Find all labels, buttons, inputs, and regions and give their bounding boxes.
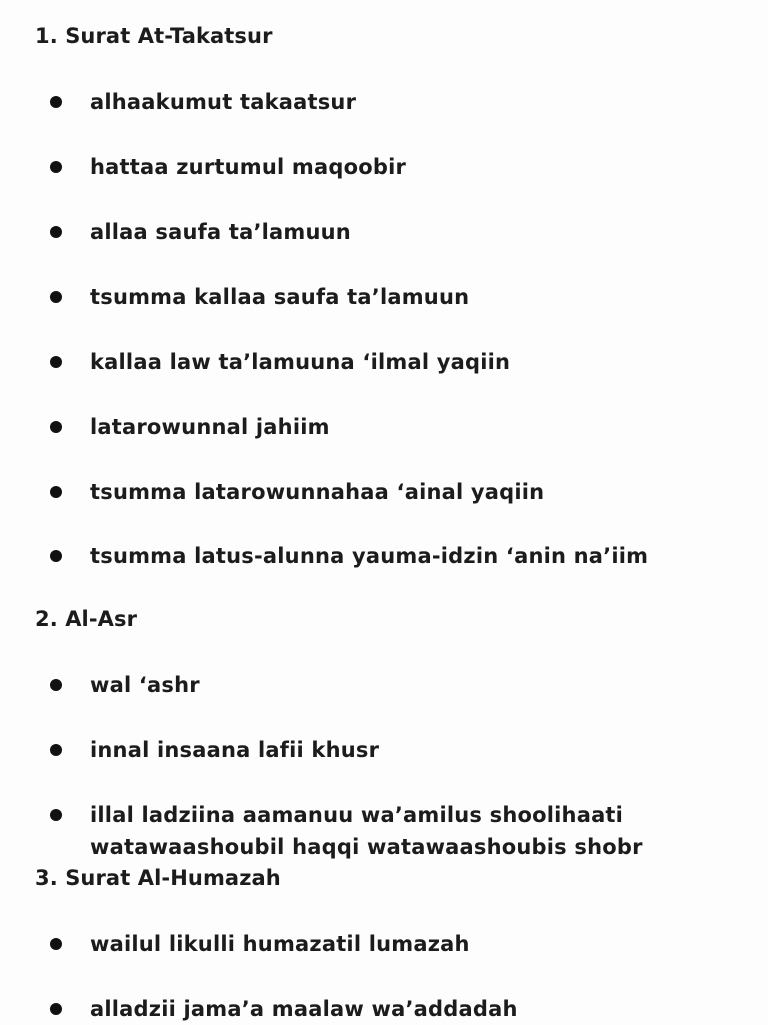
- bullet-icon: [50, 1003, 62, 1015]
- list-item-text: hattaa zurtumul maqoobir: [90, 155, 407, 179]
- list-item-text: latarowunnal jahiim: [90, 415, 330, 439]
- bullet-icon: [50, 744, 62, 756]
- list-item-text: alhaakumut takaatsur: [90, 90, 357, 114]
- bullet-icon: [50, 161, 62, 173]
- section-heading-al-asr: 2. Al-Asr: [35, 607, 138, 631]
- section-heading-takatsur: 1. Surat At-Takatsur: [35, 24, 273, 48]
- list-item-text: alladzii jama’a maalaw wa’addadah: [90, 997, 518, 1021]
- list-item-text: tsumma latarowunnahaa ‘ainal yaqiin: [90, 480, 545, 504]
- bullet-icon: [50, 291, 62, 303]
- list-item-text: kallaa law ta’lamuuna ‘ilmal yaqiin: [90, 350, 511, 374]
- list-item-text: wal ‘ashr: [90, 673, 200, 697]
- list-item-text: innal insaana lafii khusr: [90, 738, 380, 762]
- bullet-icon: [50, 809, 62, 821]
- list-item-text: illal ladziina aamanuu wa’amilus shoolihaati watawaashoubil haqqi watawaashoubis shobr: [90, 803, 643, 859]
- list-item-text: allaa saufa ta’lamuun: [90, 220, 351, 244]
- bullet-icon: [50, 226, 62, 238]
- bullet-icon: [50, 421, 62, 433]
- bullet-icon: [50, 96, 62, 108]
- bullet-icon: [50, 938, 62, 950]
- list-item-text: wailul likulli humazatil lumazah: [90, 932, 470, 956]
- list-item-text: tsumma latus-alunna yauma-idzin ‘anin na’iim: [90, 544, 649, 568]
- bullet-icon: [50, 356, 62, 368]
- section-heading-humazah: 3. Surat Al-Humazah: [35, 866, 281, 890]
- bullet-icon: [50, 679, 62, 691]
- bullet-icon: [50, 550, 62, 562]
- bullet-icon: [50, 486, 62, 498]
- list-item-text: tsumma kallaa saufa ta’lamuun: [90, 285, 470, 309]
